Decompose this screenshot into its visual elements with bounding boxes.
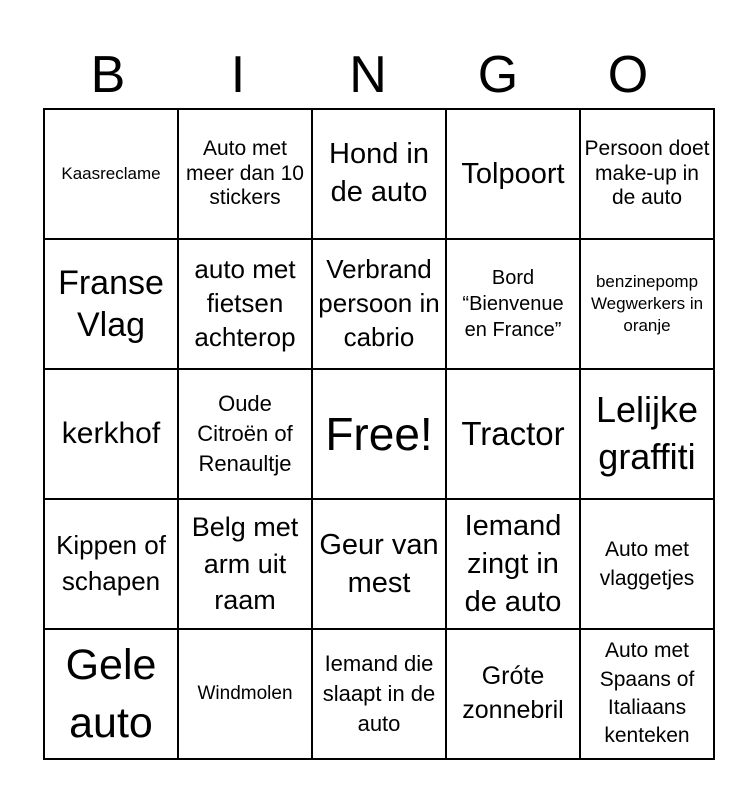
header-letter-b: B	[90, 46, 126, 104]
cell-text: Iemand die slaapt in de auto	[322, 651, 436, 736]
bingo-row	[44, 499, 714, 629]
bingo-cell[interactable]	[44, 369, 178, 499]
bingo-cell[interactable]	[44, 109, 178, 239]
bingo-cell[interactable]	[580, 369, 714, 499]
bingo-cell[interactable]	[446, 629, 580, 759]
header-letter-g: G	[477, 46, 519, 104]
bingo-cell[interactable]	[178, 629, 312, 759]
bingo-cell[interactable]	[44, 239, 178, 369]
bingo-cell[interactable]	[312, 629, 446, 759]
cell-text: Gele auto	[65, 640, 157, 747]
cell-text: Iemand zingt in de auto	[464, 509, 562, 619]
bingo-cell[interactable]	[446, 369, 580, 499]
cell-text: kerkhof	[61, 417, 161, 451]
cell-text: Free!	[325, 407, 433, 460]
cell-text: Franse Vlag	[58, 263, 164, 344]
bingo-cell[interactable]	[312, 239, 446, 369]
cell-text: Belg met arm uit raam	[191, 512, 299, 616]
bingo-cell[interactable]	[580, 109, 714, 239]
bingo-card	[43, 108, 715, 760]
bingo-cell[interactable]	[178, 369, 312, 499]
cell-text: Gróte zonnebril	[462, 662, 564, 724]
cell-text: Verbrand persoon in cabrio	[318, 254, 440, 352]
bingo-cell[interactable]	[446, 109, 580, 239]
bingo-cell[interactable]	[312, 369, 446, 499]
bingo-header	[43, 44, 693, 106]
cell-text: auto met fietsen achterop	[194, 254, 296, 352]
bingo-row	[44, 239, 714, 369]
bingo-cell[interactable]	[580, 239, 714, 369]
bingo-cell[interactable]	[446, 499, 580, 629]
cell-text: Bord “Bienvenue en France”	[462, 267, 564, 341]
cell-text: Tractor	[461, 414, 565, 452]
cell-text: Oude Citroën of Renaultje	[197, 391, 293, 476]
cell-text: Auto met meer dan 10 stickers	[186, 136, 304, 210]
bingo-row	[44, 109, 714, 239]
cell-text: Kaasreclame	[61, 163, 161, 183]
cell-text: Geur van mest	[319, 528, 439, 599]
cell-text: Hond in de auto	[329, 138, 429, 208]
cell-text: Auto met Spaans of Italiaans kenteken	[599, 639, 695, 748]
bingo-cell[interactable]	[312, 109, 446, 239]
cell-text: benzinepomp Wegwerkers in oranje	[590, 271, 704, 336]
bingo-cell[interactable]	[312, 499, 446, 629]
bingo-row	[44, 629, 714, 759]
header-letter-i: I	[230, 46, 246, 104]
bingo-cell[interactable]	[178, 109, 312, 239]
bingo-cell[interactable]	[178, 499, 312, 629]
bingo-cell[interactable]	[580, 499, 714, 629]
cell-text: Tolpoort	[461, 157, 565, 190]
header-letter-o: O	[607, 46, 649, 104]
cell-text: Windmolen	[197, 682, 293, 704]
cell-text: Persoon doet make-up in de auto	[584, 136, 710, 210]
bingo-cell[interactable]	[44, 499, 178, 629]
bingo-cell[interactable]	[580, 629, 714, 759]
cell-text: Auto met vlaggetjes	[599, 537, 695, 590]
header-letter-n: N	[349, 46, 387, 104]
cell-text: Lelijke graffiti	[595, 389, 699, 477]
bingo-cell[interactable]	[446, 239, 580, 369]
bingo-row	[44, 369, 714, 499]
cell-text: Kippen of schapen	[56, 530, 166, 596]
bingo-cell[interactable]	[44, 629, 178, 759]
bingo-cell[interactable]	[178, 239, 312, 369]
